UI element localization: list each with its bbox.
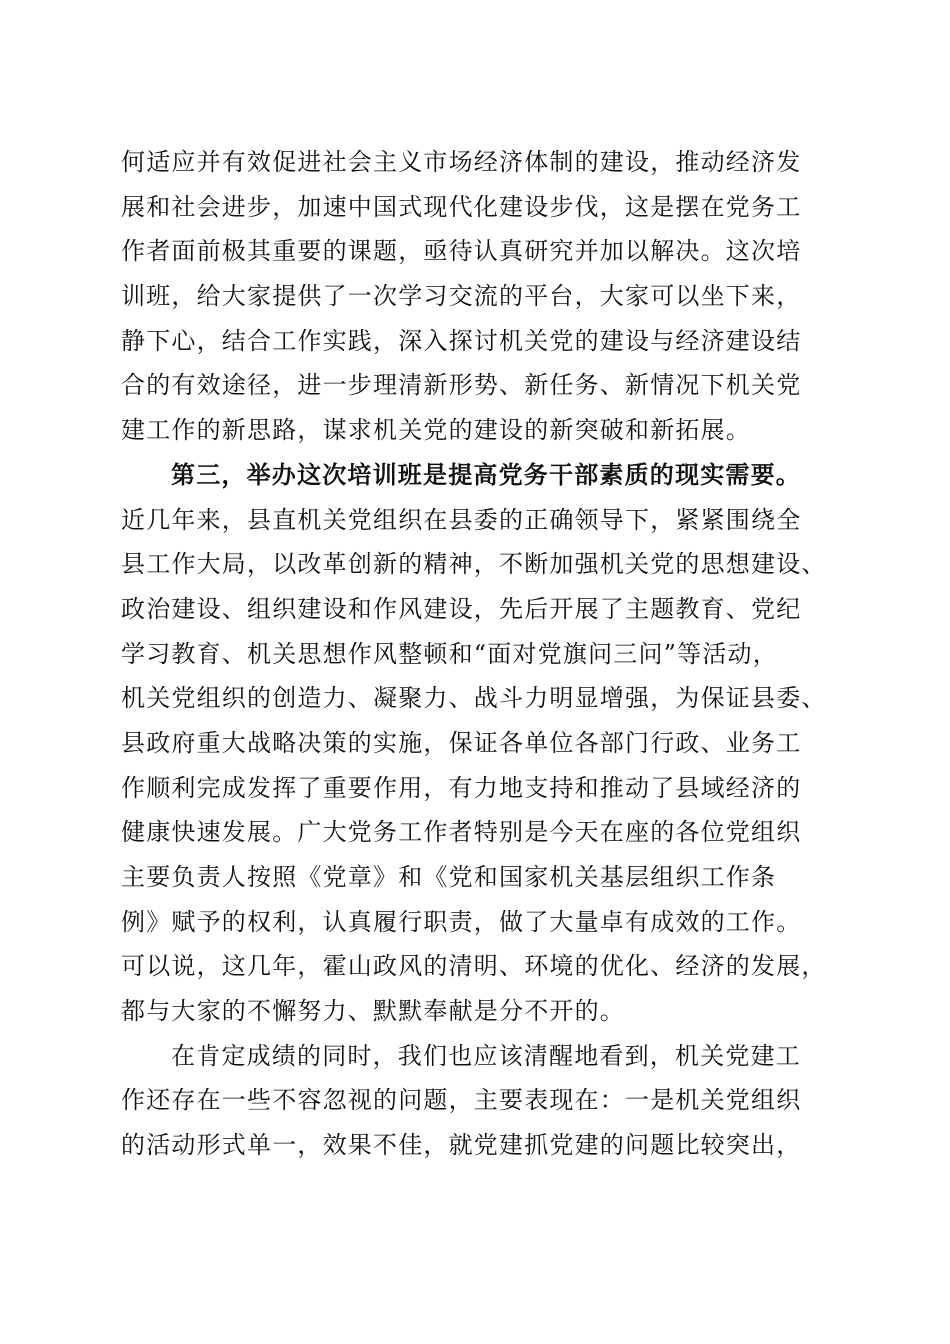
paragraph-1 [121,140,841,453]
paragraph-line: 合的有效途径，进一步理清新形势、新任务、新情况下机关党 [121,371,802,400]
paragraph-line: 机关党组织的创造力、凝聚力、战斗力明显增强，为保证县委、 [121,684,827,713]
paragraph-3 [121,1034,841,1168]
paragraph-line: 在肯定成绩的同时，我们也应该清醒地看到，机关党建工 [171,1041,801,1070]
paragraph-line: 建工作的新思路，谋求机关党的建设的新突破和新拓展。 [121,416,751,445]
paragraph-line: 主要负责人按照《党章》和《党和国家机关基层组织工作条 [121,863,777,891]
paragraph-line: 都与大家的不懈努力、默默奉献是分不开的。 [121,997,625,1026]
paragraph-line: 县工作大局，以改革创新的精神，不断加强机关党的思想建设、 [121,550,827,579]
paragraph-line: 作还存在一些不容忽视的问题，主要表现在：一是机关党组织 [121,1086,802,1115]
paragraph-line: 近几年来，县直机关党组织在县委的正确领导下，紧紧围绕全 [121,505,802,534]
paragraph-line: 的活动形式单一，效果不佳，就党建抓党建的问题比较突出， [121,1131,802,1160]
paragraph-line: 静下心，结合工作实践，深入探讨机关党的建设与经济建设结 [121,326,802,355]
paragraph-line: 健康快速发展。广大党务工作者特别是今天在座的各位党组织 [121,818,802,847]
paragraph-line: 可以说，这几年，霍山政风的清明、环境的优化、经济的发展， [121,952,827,981]
paragraph-line: 作者面前极其重要的课题，亟待认真研究并加以解决。这次培 [121,237,802,266]
document-body [121,140,841,1168]
paragraph-line: 例》赋予的权利，认真履行职责，做了大量卓有成效的工作。 [121,907,802,936]
paragraph-line: 政治建设、组织建设和作风建设，先后开展了主题教育、党纪 [121,594,802,623]
paragraph-line: 县政府重大战略决策的实施，保证各单位各部门行政、业务工 [121,728,802,757]
paragraph-line: 何适应并有效促进社会主义市场经济体制的建设，推动经济发 [121,148,802,176]
paragraph-line: 作顺利完成发挥了重要作用，有力地支持和推动了县域经济的 [121,773,802,802]
paragraph-line: 展和社会进步，加速中国式现代化建设步伐，这是摆在党务工 [121,192,802,221]
paragraph-line: 训班，给大家提供了一次学习交流的平台，大家可以坐下来， [121,282,802,311]
paragraph-2 [121,453,841,1034]
paragraph-line: 学习教育、机关思想作风整顿和“面对党旗问三问”等活动， [121,639,778,668]
section-heading: 第三，举办这次培训班是提高党务干部素质的现实需要。 [171,459,801,489]
